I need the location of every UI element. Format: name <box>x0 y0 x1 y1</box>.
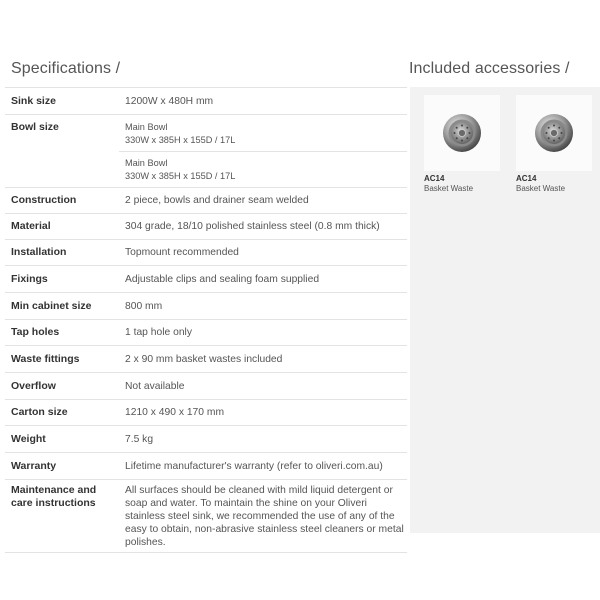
spec-value: All surfaces should be cleaned with mild liquid detergent or soap and water. To maintain the shine on your Oliveri stainless steel sink, we recommended the use of any of the easy to obtain, non-abrasive stainless steel cleaners or metal polishes. <box>125 485 404 548</box>
spec-label: Maintenance and care instructions <box>11 484 97 509</box>
spec-row-bowl-size <box>5 115 407 188</box>
spec-value: Not available <box>125 380 185 392</box>
spec-row-overflow <box>5 373 407 400</box>
spec-row-warranty <box>5 453 407 480</box>
spec-row-carton-size <box>5 400 407 426</box>
spec-value: 800 mm <box>125 300 163 312</box>
basket-waste-icon <box>424 95 500 171</box>
bowl-dims: 330W x 385H x 155D / 17L <box>125 135 236 145</box>
bowl-name: Main Bowl <box>125 122 168 132</box>
spec-value: 304 grade, 18/10 polished stainless steel (0.8 mm thick) <box>125 221 380 232</box>
spec-label: Bowl size <box>11 121 59 133</box>
spec-row-construction <box>5 188 407 214</box>
accessory-item[interactable] <box>424 95 502 194</box>
specifications-heading: Specifications / <box>11 60 121 77</box>
accessory-code: AC14 <box>516 174 537 183</box>
spec-value: Topmount recommended <box>125 247 239 258</box>
spec-row-waste-fittings <box>5 346 407 373</box>
spec-label: Material <box>11 220 51 232</box>
accessory-name: Basket Waste <box>516 184 566 193</box>
basket-waste-icon <box>516 95 592 171</box>
spec-label: Waste fittings <box>11 352 80 365</box>
bowl-dims: 330W x 385H x 155D / 17L <box>125 171 236 181</box>
bowl-size-values <box>119 115 407 188</box>
accessory-item[interactable] <box>516 95 594 194</box>
spec-value: 1200W x 480H mm <box>125 95 214 107</box>
spec-label: Installation <box>11 246 67 258</box>
spec-value: Adjustable clips and sealing foam supplied <box>125 273 320 285</box>
spec-label: Min cabinet size <box>11 299 92 312</box>
spec-label: Sink size <box>11 94 56 107</box>
spec-value: Lifetime manufacturer's warranty (refer to oliveri.com.au) <box>125 460 383 472</box>
spec-label: Construction <box>11 194 77 206</box>
spec-row-sink-size <box>5 88 407 115</box>
spec-label: Warranty <box>11 459 57 472</box>
accessory-code: AC14 <box>424 174 445 183</box>
spec-label: Overflow <box>11 379 56 392</box>
spec-value: 2 x 90 mm basket wastes included <box>125 353 283 365</box>
bowl-entry <box>119 151 407 187</box>
spec-label: Fixings <box>11 272 48 285</box>
spec-label: Tap holes <box>11 326 60 338</box>
spec-value: 2 piece, bowls and drainer seam welded <box>125 195 309 206</box>
spec-row-tap-holes <box>5 320 407 346</box>
bowl-entry <box>119 115 407 151</box>
spec-row-min-cabinet-size <box>5 293 407 320</box>
spec-row-material <box>5 214 407 240</box>
spec-value: 1 tap hole only <box>125 327 192 338</box>
spec-value: 1210 x 490 x 170 mm <box>125 407 225 418</box>
spec-row-weight <box>5 426 407 453</box>
accessories-heading: Included accessories / <box>409 60 570 77</box>
accessory-name: Basket Waste <box>424 184 474 193</box>
bowl-name: Main Bowl <box>125 158 168 168</box>
spec-row-fixings <box>5 266 407 293</box>
specifications-table <box>5 87 407 553</box>
spec-label: Weight <box>11 432 46 445</box>
spec-value: 7.5 kg <box>125 433 154 445</box>
spec-row-installation <box>5 240 407 266</box>
accessories-panel <box>410 87 600 533</box>
spec-row-maintenance <box>5 480 407 553</box>
spec-label: Carton size <box>11 406 68 418</box>
